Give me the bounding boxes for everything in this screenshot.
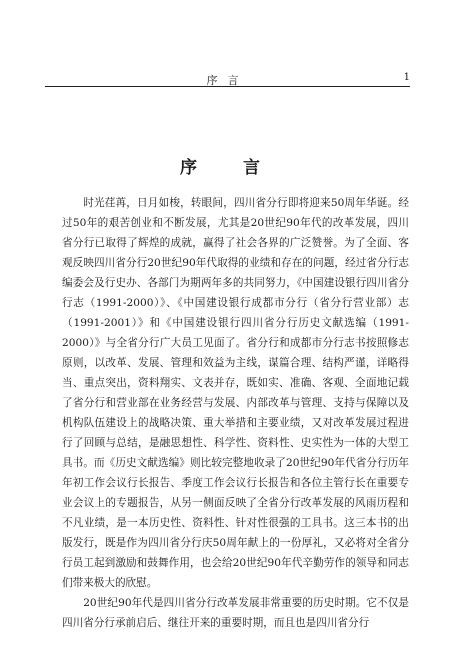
paragraph-1: 时光荏苒，日月如梭，转眼间，四川省分行即将迎来50周年华诞。经过50年的艰苦创业和不断发展，尤其是20世纪90年代的改革发展，四川省分行已取得了辉煌的成就，赢得了社会各界的广泛赞誉。为了全面、客观反映四川省分行20世纪90年代取得的业绩和存在的问题，经过省分行志编委会及行史办、各部门为期两年多的共同努力，《中国建设银行四川省分行志（1991-2000）》、《中国建设银行成都市分行（省分行营业部）志（1991-2001）》和《中国建设银行四川省分行历史文献选编（1991-2000）》与全省分行广大员工见面了。省分行和成都市分行志书按照修志原则，以改革、发展、管理和效益为主线，谋篇合理、结构严谨，详略得当、重点突出，资料翔实、文表并存，既如实、准确、客观、全面地记载了省分行和营业部在业务经营与发展、内部改革与管理、支持与保障以及机构队伍建设上的战略决策、重大举措和主要业绩，又对改革发展过程进行了回顾与总结，是融思想性、科学性、资料性、史实性为一体的大型工具书。而《历史文献选编》则比较完整地收录了20世纪90年代省分行历年年初工作会议行长报告、季度工作会议行长报告和各位主管行长在重要专业会议上的专题报告，从另一侧面反映了全省分行改革发展的风雨历程和不凡业绩，是一本历史性、资料性、针对性很强的工具书。这三本书的出版发行，既是作为四川省分行庆50周年献上的一份厚礼，又必将对全省分行员工起到激励和鼓舞作用，也会给20世纪90年代辛勤劳作的领导和同志们带来极大的欣慰。 xyxy=(62,197,409,589)
running-header xyxy=(45,66,410,87)
chapter-title: 序 言 xyxy=(180,158,280,178)
page-number: 1 xyxy=(403,72,410,83)
body-text xyxy=(62,193,409,633)
paragraph-2: 20世纪90年代是四川省分行改革发展非常重要的历史时期。它不仅是四川省分行承前启后、继往开来的重要时期，而且也是四川省分行 xyxy=(62,597,409,629)
running-title: 序言 xyxy=(206,74,249,87)
